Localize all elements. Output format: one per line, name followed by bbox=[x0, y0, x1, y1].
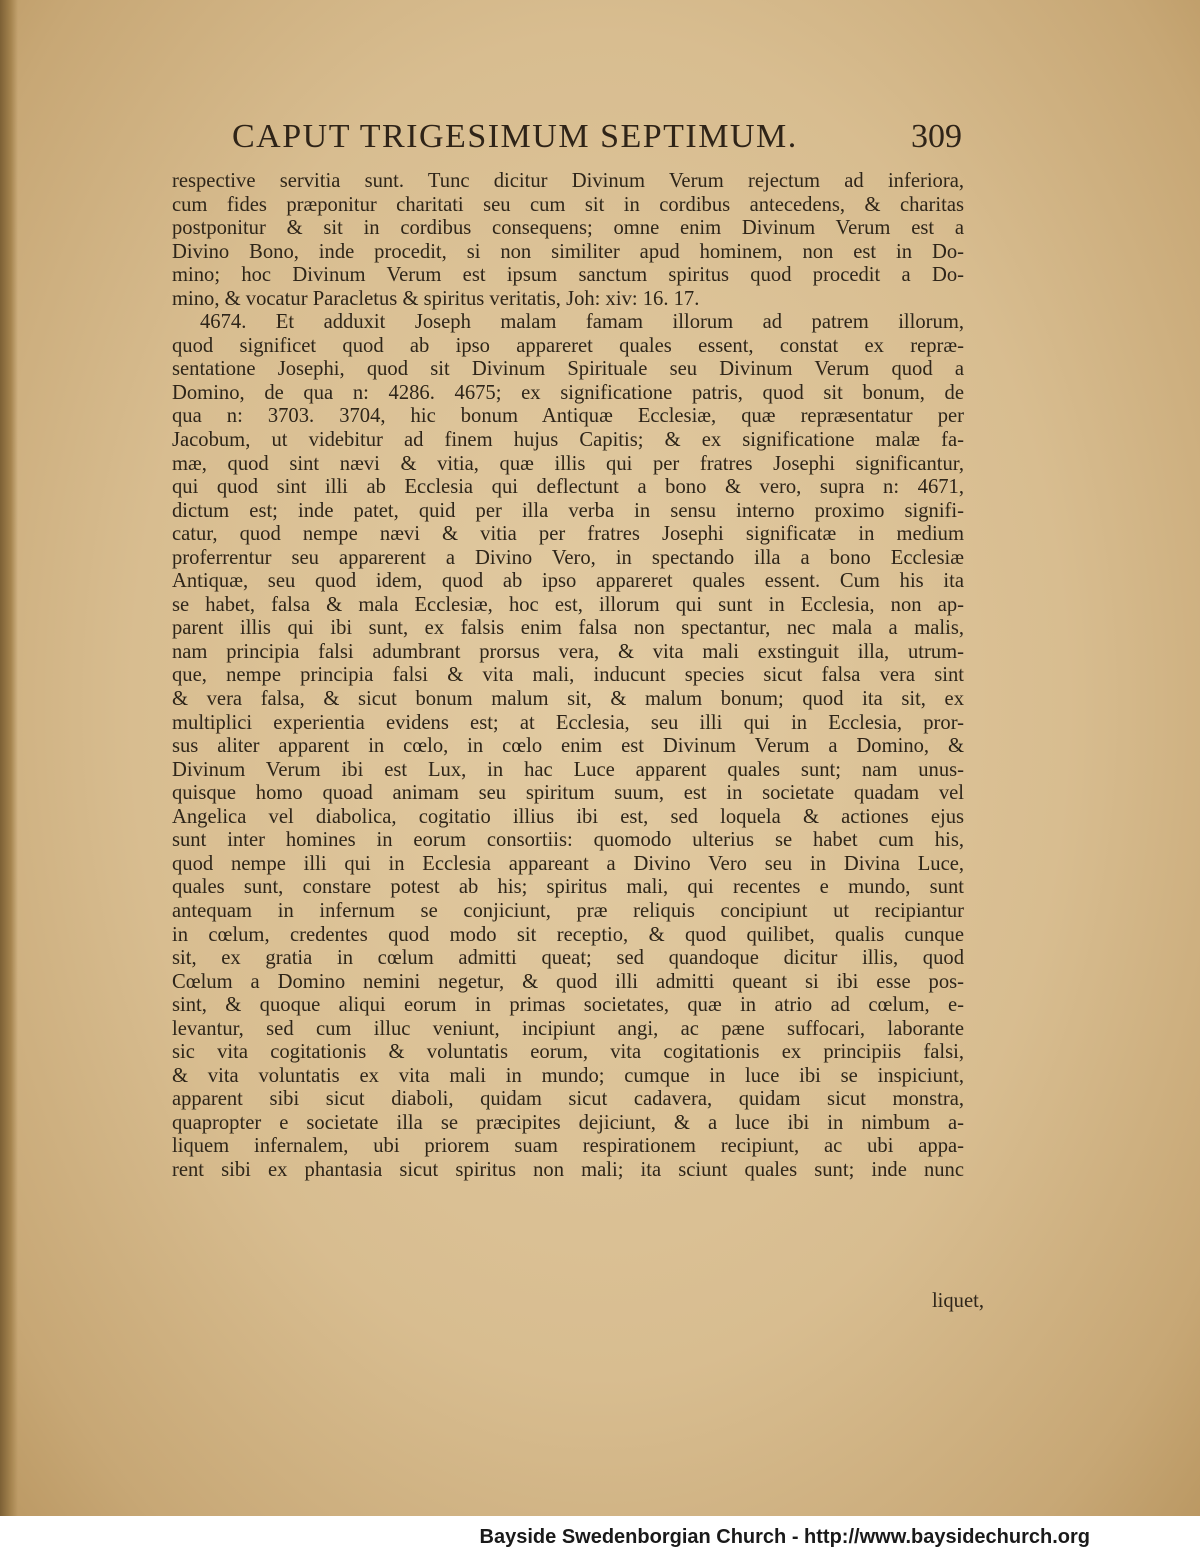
text-line: & vita voluntatis ex vita mali in mundo; cumque in luce ibi se inspiciunt, bbox=[172, 1064, 964, 1087]
text-line: Antiquæ, seu quod idem, quod ab ipso appareret quales essent. Cum his ita bbox=[172, 570, 964, 593]
text-line: levantur, sed cum illuc veniunt, incipiunt angi, ac pæne suffocari, laborante bbox=[172, 1017, 964, 1040]
text-line: multiplici experientia evidens est; at Ecclesia, seu illi qui in Ecclesia, pror- bbox=[172, 711, 964, 734]
body-text bbox=[172, 170, 964, 1183]
text-line: in cœlum, credentes quod modo sit receptio, & quod quilibet, qualis cunque bbox=[172, 923, 964, 946]
text-line: mino; hoc Divinum Verum est ipsum sanctum spiritus quod procedit a Do- bbox=[172, 264, 964, 287]
text-line: Divinum Verum ibi est Lux, in hac Luce apparent quales sunt; nam unus- bbox=[172, 758, 964, 781]
text-line: cum fides præponitur charitati seu cum sit in cordibus antecedens, & charitas bbox=[172, 193, 964, 216]
paragraph-start-line: 4674. Et adduxit Joseph malam famam illorum ad patrem illorum, bbox=[200, 311, 964, 334]
running-title: CAPUT TRIGESIMUM SEPTIMUM. bbox=[232, 118, 798, 155]
text-line: Angelica vel diabolica, cogitatio illius ibi est, sed loquela & actiones ejus bbox=[172, 805, 964, 828]
text-line: apparent sibi sicut diaboli, quidam sicut cadavera, quidam sicut monstra, bbox=[172, 1088, 964, 1111]
page-spine-shadow bbox=[0, 0, 18, 1568]
text-line: Divino Bono, inde procedit, si non similiter apud hominem, non est in Do- bbox=[172, 240, 964, 263]
text-line: nam principia falsi adumbrant prorsus vera, & vita mali exstinguit illa, utrum- bbox=[172, 640, 964, 663]
text-line: proferrentur seu apparerent a Divino Vero, in spectando illa a bono Ecclesiæ bbox=[172, 546, 964, 569]
text-line: mino, & vocatur Paracletus & spiritus veritatis, Joh: xiv: 16. 17. bbox=[172, 287, 700, 310]
text-line: parent illis qui ibi sunt, ex falsis enim falsa non spectantur, nec mala a malis, bbox=[172, 617, 964, 640]
text-line: quod significet quod ab ipso appareret quales essent, constat ex repræ- bbox=[172, 334, 964, 357]
text-line: sentatione Josephi, quod sit Divinum Spirituale seu Divinum Verum quod a bbox=[172, 358, 964, 381]
text-line: quisque homo quoad animam seu spiritum suum, est in societate quadam vel bbox=[172, 782, 964, 805]
text-line: catur, quod nempe nævi & vitia per fratres Josephi significatæ in medium bbox=[172, 523, 964, 546]
text-line: postponitur & sit in cordibus consequens; omne enim Divinum Verum est a bbox=[172, 217, 964, 240]
text-line: qui quod sint illi ab Ecclesia qui deflectunt a bono & vero, supra n: 4671, bbox=[172, 476, 964, 499]
text-line: quales sunt, constare potest ab his; spiritus mali, qui recentes e mundo, sunt bbox=[172, 876, 964, 899]
page-number: 309 bbox=[911, 118, 962, 155]
text-line: quod nempe illi qui in Ecclesia appareant a Divino Vero seu in Divina Luce, bbox=[172, 852, 964, 875]
text-line: Jacobum, ut videbitur ad finem hujus Capitis; & ex significatione malæ fa- bbox=[172, 429, 964, 452]
text-line: sunt inter homines in eorum consortiis: quomodo ulterius se habet cum his, bbox=[172, 829, 964, 852]
text-line: Cœlum a Domino nemini negetur, & quod illi admitti queant si ibi esse pos- bbox=[172, 970, 964, 993]
text-line: Domino, de qua n: 4286. 4675; ex significatione patris, quod sit bonum, de bbox=[172, 381, 964, 404]
catchword: liquet, bbox=[931, 1290, 984, 1312]
text-line: que, nempe principia falsi & vita mali, inducunt species sicut falsa vera sint bbox=[172, 664, 964, 687]
text-line: mæ, quod sint nævi & vitia, quæ illis qui per fratres Josephi significantur, bbox=[172, 452, 964, 475]
page-header bbox=[232, 112, 972, 162]
text-line: respective servitia sunt. Tunc dicitur Divinum Verum rejectum ad inferiora, bbox=[172, 170, 964, 192]
text-line: & vera falsa, & sicut bonum malum sit, & malum bonum; quod ita sit, ex bbox=[172, 688, 964, 711]
text-line: liquem infernalem, ubi priorem suam respirationem recipiunt, ac ubi appa- bbox=[172, 1135, 964, 1158]
watermark-bar bbox=[0, 1516, 1200, 1568]
text-line: sic vita cogitationis & voluntatis eorum, vita cogitationis ex principiis falsi, bbox=[172, 1041, 964, 1064]
text-line: antequam in infernum se conjiciunt, præ reliquis concipiunt ut recipiantur bbox=[172, 899, 964, 922]
text-line: sit, ex gratia in cœlum admitti queat; sed quandoque dicitur illis, quod bbox=[172, 947, 964, 970]
text-line: sus aliter apparent in cœlo, in cœlo enim est Divinum Verum a Domino, & bbox=[172, 735, 964, 758]
text-line: sint, & quoque aliqui eorum in primas societates, quæ in atrio ad cœlum, e- bbox=[172, 994, 964, 1017]
text-line: qua n: 3703. 3704, hic bonum Antiquæ Ecclesiæ, quæ repræsentatur per bbox=[172, 405, 964, 428]
text-line: rent sibi ex phantasia sicut spiritus non mali; ita sciunt quales sunt; inde nunc bbox=[172, 1158, 964, 1181]
text-line: quapropter e societate illa se præcipites dejiciunt, & a luce ibi in nimbum a- bbox=[172, 1111, 964, 1134]
text-line: dictum est; inde patet, quid per illa verba in sensu interno proximo signifi- bbox=[172, 499, 964, 522]
watermark-text: Bayside Swedenborgian Church - http://www.baysidechurch.org bbox=[479, 1526, 1090, 1548]
text-line: se habet, falsa & mala Ecclesiæ, hoc est, illorum qui sunt in Ecclesia, non ap- bbox=[172, 593, 964, 616]
